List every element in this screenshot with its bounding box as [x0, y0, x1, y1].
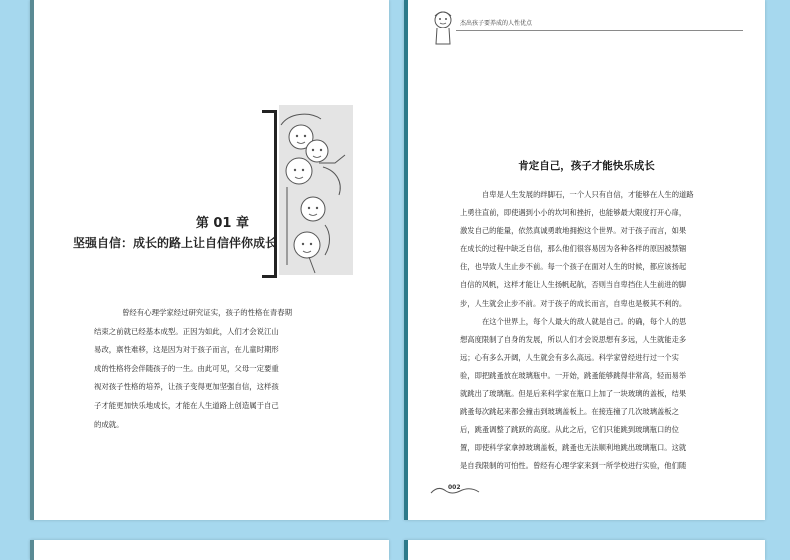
- body-line: 是自我限制的可怕性。曾经有心理学家来到一所学校进行实验，他们随: [460, 461, 687, 471]
- body-line: 步，人生就会止步不前。对于孩子的成长而言，自卑也是极其不利的。: [460, 298, 687, 308]
- next-page-left: [30, 540, 389, 560]
- body-line: 想高度限制了自身的发展，所以人们才会说思想有多远，人生就能走多: [460, 334, 687, 344]
- intro-line: 子才能更加快乐地成长，才能在人生道路上创造属于自己: [94, 400, 279, 410]
- page-number-ornament: [430, 483, 480, 497]
- running-header: 杰出孩子要养成的人性优点: [460, 20, 533, 27]
- intro-line: 视对孩子性格的培养，让孩子变得更加坚强自信，这样孩: [94, 382, 279, 392]
- section-title: 肯定自己，孩子才能快乐成长: [518, 160, 655, 172]
- left-page: [30, 0, 389, 520]
- body-line: 验，即把跳蚤放在玻璃瓶中。一开始，跳蚤能够跳得非常高，轻而易举: [460, 370, 687, 380]
- body-line: 上勇往直前，即使遇到小小的坎坷和挫折，也能够最大限度打开心扉，: [460, 208, 687, 218]
- page-number: 002: [448, 484, 461, 491]
- body-line: 自信的风帆，这样才能让人生扬帆起航，否则当自卑挡住人生前进的脚: [460, 280, 687, 290]
- chapter-intro: [94, 304, 354, 434]
- intro-line: 易改，禀性难移，这是因为对于孩子而言，在儿童时期形: [94, 345, 279, 355]
- body-line: 远；心有多么开阔，人生就会有多么高远。科学家曾经进行过一个实: [460, 352, 679, 362]
- body-line: 住，也导致人生止步不前。每一个孩子在面对人生的时候，都应该扬起: [460, 262, 687, 272]
- intro-line: 结束之前就已经基本成型。正因为如此，人们才会说江山: [94, 326, 279, 336]
- body-line: 在成长的过程中缺乏自信，那么他们很容易因为各种各样的原因被禁锢: [460, 244, 687, 254]
- body-line: 激发自己的能量，依然真诚勇敢地拥抱这个世界。对于孩子而言，如果: [460, 226, 687, 236]
- chapter-number: 第 01 章: [195, 216, 249, 231]
- chapter-bracket: [262, 110, 277, 278]
- intro-line: 成的性格将会伴随孩子的一生。由此可见，父母一定要重: [94, 363, 279, 373]
- right-page: [404, 0, 765, 520]
- intro-line: 的成就。: [94, 419, 124, 429]
- body-text: [460, 186, 728, 476]
- body-line: 置，即使科学家拿掉玻璃盖板，跳蚤也无法顺利地跳出玻璃瓶口。这就: [460, 443, 687, 453]
- next-page-right: [404, 540, 765, 560]
- body-line: 跳蚤每次跳起来都会撞击到玻璃盖板上。在接连撞了几次玻璃盖板之: [460, 407, 679, 417]
- chapter-title: 坚强自信：成长的路上让自信伴你成长: [72, 236, 277, 250]
- body-line: 后，跳蚤调整了跳跃的高度。从此之后，它们只能跳到玻璃瓶口的位: [460, 425, 679, 435]
- body-line: 在这个世界上，每个人最大的敌人就是自己。的确，每个人的思: [482, 316, 687, 326]
- header-rule: [456, 30, 743, 31]
- children-illustration-icon: [279, 105, 353, 275]
- body-line: 就跳出了玻璃瓶。但是后来科学家在瓶口上加了一块玻璃的盖板，结果: [460, 389, 687, 399]
- header-kid-icon: [430, 8, 456, 52]
- chapter-image-panel: [279, 105, 353, 275]
- intro-line: 曾经有心理学家经过研究证实，孩子的性格在青春期: [122, 308, 292, 317]
- body-line: 自卑是人生发展的绊脚石，一个人只有自信，才能够在人生的道路: [482, 190, 694, 199]
